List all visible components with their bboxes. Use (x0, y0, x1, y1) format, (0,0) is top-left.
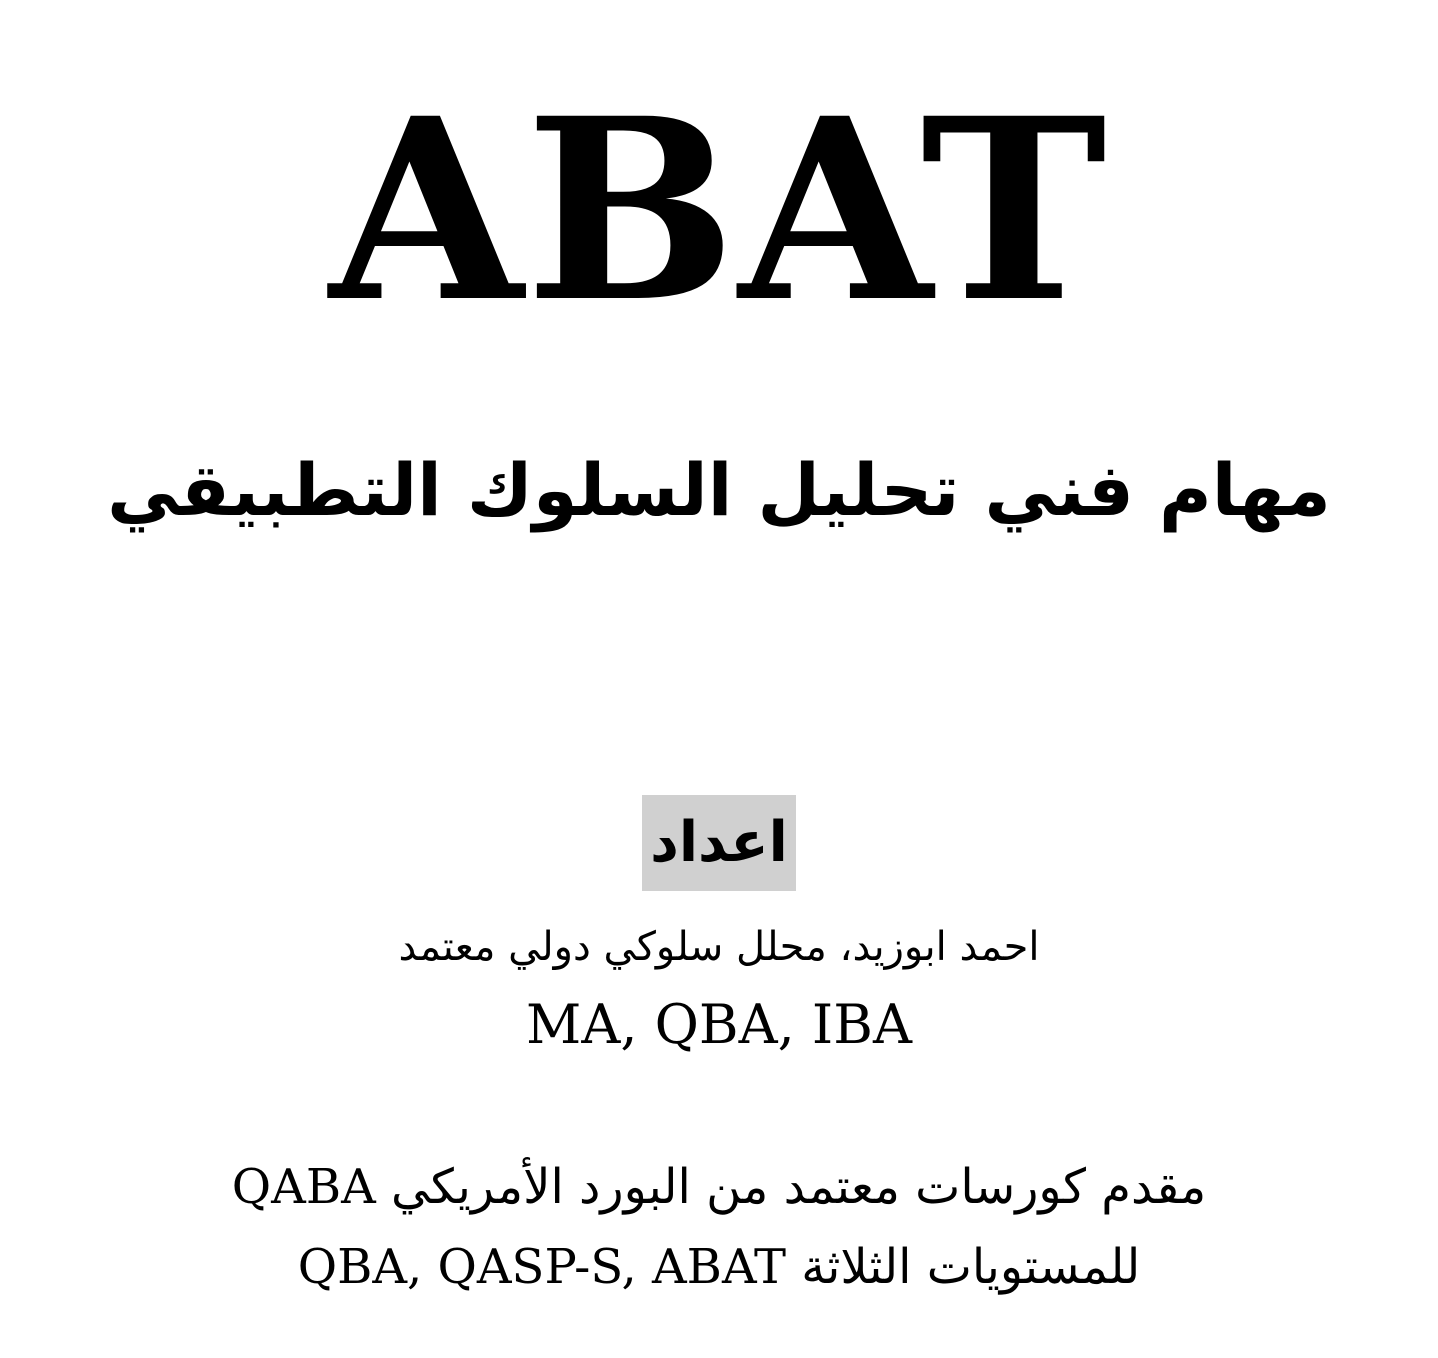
prepared-by-label: اعداد (642, 795, 796, 891)
provider-line: مقدم كورسات معتمد من البورد الأمريكي QABA (231, 1159, 1207, 1215)
levels-line: للمستويات الثلاثة QBA, QASP-S, ABAT (297, 1239, 1141, 1295)
author-degrees: MA, QBA, IBA (526, 993, 912, 1056)
prepared-by-container (0, 795, 1438, 891)
document-title: ABAT (329, 63, 1109, 357)
author-line: احمد ابوزيد، محلل سلوكي دولي معتمد (398, 924, 1040, 970)
document-subtitle: مهام فني تحليل السلوك التطبيقي (107, 448, 1331, 532)
